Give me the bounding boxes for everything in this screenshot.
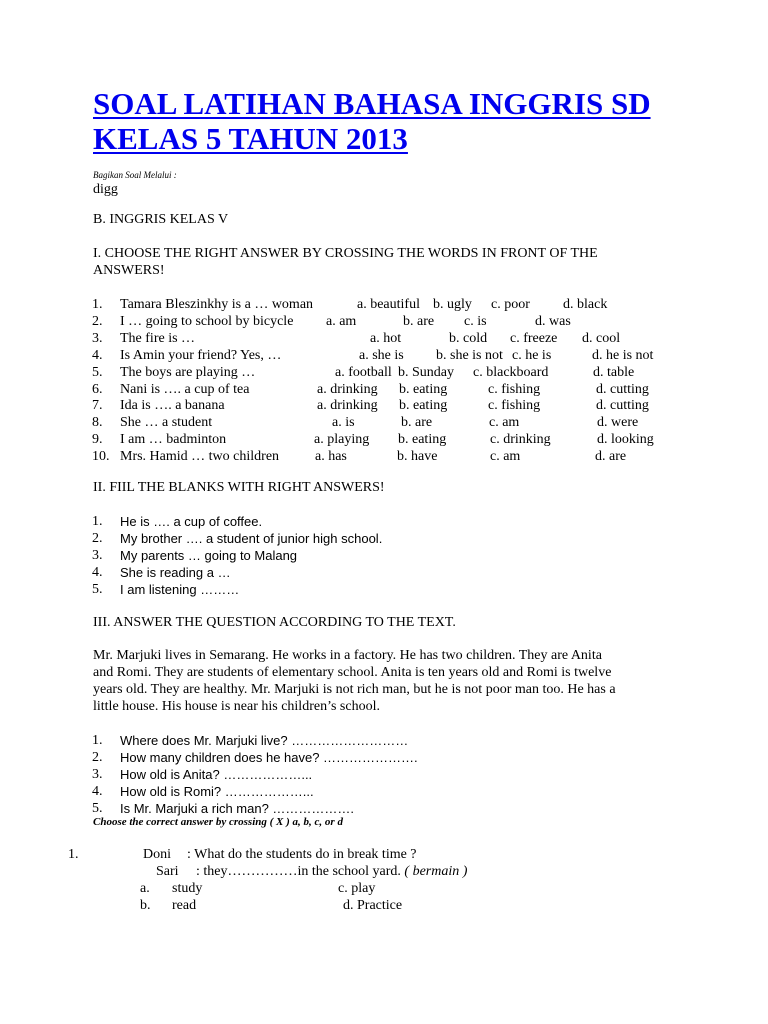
- dialog-line-1: : What do the students do in break time ?: [187, 847, 417, 862]
- option-a[interactable]: a. drinking: [317, 398, 378, 414]
- option-d[interactable]: d. cutting: [596, 381, 649, 397]
- comprehension-question-row: [0, 749, 768, 766]
- dialog-line-2-text: : they……………in the school yard.: [196, 864, 401, 879]
- question-text: Tamara Bleszinkhy is a … woman: [120, 297, 314, 312]
- question-number: 4.: [92, 784, 103, 799]
- page-title-link[interactable]: [93, 86, 651, 156]
- question-text: The boys are playing …: [120, 364, 256, 380]
- question-text: How many children does he have? ………………….: [120, 750, 418, 765]
- option-d[interactable]: d. table: [593, 364, 635, 380]
- comprehension-question-row: [0, 766, 768, 783]
- question-text: Where does Mr. Marjuki live? ………………………: [120, 733, 409, 748]
- option-a[interactable]: a. playing: [314, 432, 370, 448]
- dialog-line-2-hint: ( bermain ): [404, 864, 468, 879]
- option-b[interactable]: b. are: [401, 415, 433, 431]
- fill-blank-row: [0, 564, 768, 581]
- option-d[interactable]: d. cutting: [596, 398, 649, 414]
- dialog-line-2: [196, 863, 467, 880]
- question-number: 3.: [92, 330, 103, 346]
- option-d[interactable]: d. were: [597, 415, 639, 431]
- question-text: Nani is …. a cup of tea: [120, 381, 250, 397]
- question-number: 7.: [92, 398, 103, 414]
- question-number: 4.: [92, 565, 103, 580]
- option-b[interactable]: b. are: [403, 313, 435, 329]
- question-row: [0, 397, 768, 414]
- option-b[interactable]: b. eating: [399, 398, 448, 414]
- option-c[interactable]: c. am: [490, 449, 521, 465]
- question-row: [0, 414, 768, 431]
- comprehension-question-row: [0, 732, 768, 749]
- passage-line-4: little house. His house is near his children’s school.: [93, 699, 380, 714]
- option-d[interactable]: d. looking: [597, 432, 654, 448]
- question-number: 1.: [92, 297, 103, 312]
- option-a-text: study: [172, 881, 203, 896]
- option-c[interactable]: c. blackboard: [473, 364, 549, 380]
- option-a[interactable]: a. beautiful: [357, 297, 420, 312]
- passage-line-3: years old. They are healthy. Mr. Marjuki is not rich man, but he is not poor man too. He has a: [93, 682, 616, 697]
- question-text: My parents … going to Malang: [120, 548, 298, 563]
- question-row: [0, 347, 768, 364]
- option-d[interactable]: d. black: [563, 297, 608, 312]
- option-d[interactable]: d. was: [535, 313, 571, 329]
- question-row: [0, 313, 768, 330]
- option-a[interactable]: a. is: [332, 415, 355, 431]
- passage-line-1: Mr. Marjuki lives in Semarang. He works in a factory. He has two children. They are Anita: [93, 648, 602, 663]
- question-number: 3.: [92, 767, 103, 782]
- question-text: How old is Anita? ………………...: [120, 767, 313, 782]
- option-c[interactable]: c. fishing: [488, 381, 541, 397]
- fill-blank-row: [0, 581, 768, 598]
- question-text: I am listening ………: [120, 582, 240, 597]
- question-text: She is reading a …: [120, 565, 231, 580]
- section1-instruction-line1: I. CHOOSE THE RIGHT ANSWER BY CROSSING THE WORDS IN FRONT OF THE: [93, 246, 598, 261]
- question-text: The fire is …: [120, 330, 196, 346]
- option-b-letter[interactable]: b.: [140, 898, 151, 913]
- question-text: He is …. a cup of coffee.: [120, 514, 263, 529]
- dialog-speaker-1: Doni: [143, 847, 171, 862]
- question-text: I … going to school by bicycle: [120, 313, 294, 329]
- option-b[interactable]: b. eating: [398, 432, 447, 448]
- question-number: 2.: [92, 313, 103, 329]
- dialog-number: 1.: [68, 847, 79, 862]
- question-number: 8.: [92, 415, 103, 431]
- question-text: My brother …. a student of junior high school.: [120, 531, 383, 546]
- question-number: 5.: [92, 801, 103, 816]
- option-a[interactable]: a. she is: [359, 347, 404, 363]
- option-c[interactable]: c. play: [338, 881, 376, 896]
- option-a[interactable]: a. football: [335, 364, 392, 380]
- fill-blank-row: [0, 547, 768, 564]
- option-a[interactable]: a. hot: [370, 330, 402, 346]
- title-line-2: KELAS 5 TAHUN 2013: [93, 121, 408, 156]
- share-label: Bagikan Soal Melalui :: [93, 170, 177, 180]
- option-a[interactable]: a. am: [326, 313, 357, 329]
- passage-line-2: and Romi. They are students of elementary school. Anita is ten years old and Romi is twelve: [93, 665, 612, 680]
- section1-instruction-line2: ANSWERS!: [93, 263, 165, 278]
- section3-instruction: III. ANSWER THE QUESTION ACCORDING TO THE TEXT.: [93, 615, 456, 630]
- question-text: Ida is …. a banana: [120, 398, 225, 414]
- question-text: How old is Romi? ………………...: [120, 784, 314, 799]
- question-row: [0, 381, 768, 398]
- option-b[interactable]: b. have: [397, 449, 438, 465]
- section4-instruction: Choose the correct answer by crossing ( X ) a, b, c, or d: [93, 816, 343, 828]
- section2-instruction: II. FIIL THE BLANKS WITH RIGHT ANSWERS!: [93, 480, 385, 495]
- question-number: 1.: [92, 514, 103, 529]
- option-b[interactable]: b. Sunday: [398, 364, 454, 380]
- question-number: 3.: [92, 548, 103, 563]
- question-number: 5.: [92, 582, 103, 597]
- question-number: 1.: [92, 733, 103, 748]
- option-d[interactable]: d. Practice: [343, 898, 403, 913]
- option-c[interactable]: c. am: [489, 415, 520, 431]
- question-row: [0, 431, 768, 448]
- question-number: 6.: [92, 381, 103, 397]
- question-number: 4.: [92, 347, 103, 363]
- option-d[interactable]: d. are: [595, 449, 627, 465]
- question-number: 2.: [92, 750, 103, 765]
- option-d[interactable]: d. cool: [582, 330, 621, 346]
- class-heading: B. INGGRIS KELAS V: [93, 212, 229, 227]
- dialog-speaker-2: Sari: [156, 864, 179, 879]
- option-b[interactable]: b. she is not: [436, 347, 503, 363]
- question-number: 10.: [92, 449, 110, 465]
- option-b[interactable]: b. cold: [449, 330, 488, 346]
- option-b[interactable]: b. eating: [399, 381, 448, 397]
- option-a-letter[interactable]: a.: [140, 881, 150, 896]
- option-c[interactable]: c. fishing: [488, 398, 541, 414]
- question-number: 5.: [92, 364, 103, 380]
- question-text: Mrs. Hamid … two children: [120, 449, 280, 465]
- question-text: I am … badminton: [120, 432, 227, 448]
- option-a[interactable]: a. drinking: [317, 381, 378, 397]
- share-digg-link[interactable]: digg: [93, 182, 118, 197]
- fill-blank-row: [0, 513, 768, 530]
- fill-blank-row: [0, 530, 768, 547]
- option-b-text: read: [172, 898, 197, 913]
- question-text: Is Amin your friend? Yes, …: [120, 347, 282, 363]
- question-number: 9.: [92, 432, 103, 448]
- title-line-1: SOAL LATIHAN BAHASA INGGRIS SD: [93, 86, 651, 121]
- comprehension-question-row: [0, 783, 768, 800]
- question-row: [0, 330, 768, 347]
- option-b[interactable]: b. ugly: [433, 297, 472, 312]
- option-c[interactable]: c. is: [464, 313, 487, 329]
- question-text: She … a student: [120, 415, 213, 431]
- question-row: [0, 296, 768, 313]
- option-c[interactable]: c. poor: [491, 297, 530, 312]
- question-number: 2.: [92, 531, 103, 546]
- option-c[interactable]: c. drinking: [490, 432, 551, 448]
- question-row: [0, 448, 768, 465]
- option-c[interactable]: c. freeze: [510, 330, 558, 346]
- option-a[interactable]: a. has: [315, 449, 347, 465]
- question-row: [0, 364, 768, 381]
- option-c[interactable]: c. he is: [512, 347, 552, 363]
- question-text: Is Mr. Marjuki a rich man? ……………….: [120, 801, 355, 816]
- option-d[interactable]: d. he is not: [592, 347, 654, 363]
